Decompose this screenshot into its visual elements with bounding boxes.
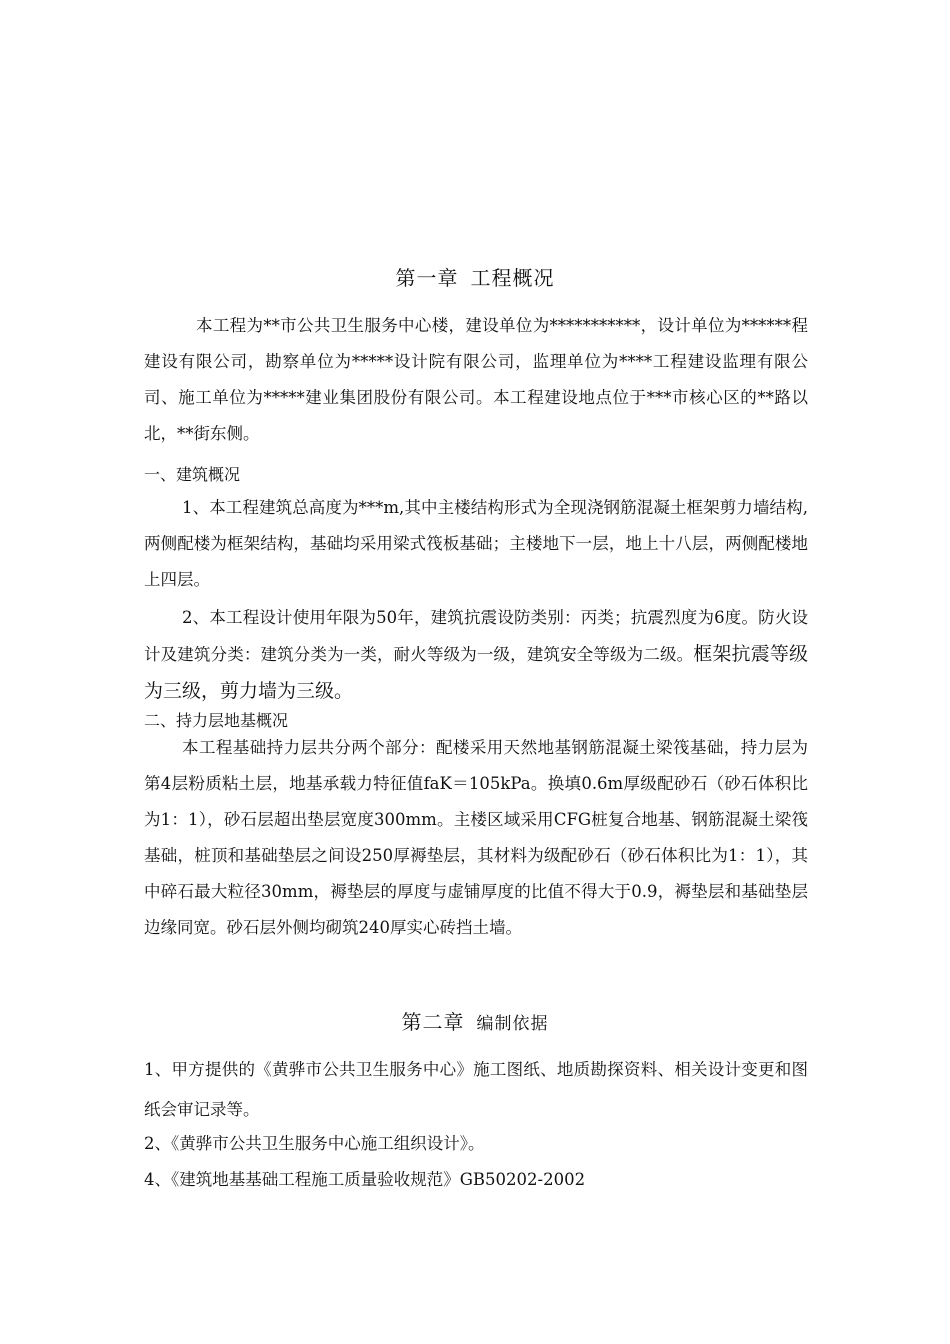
section-2-heading: 二、持力层地基概况 <box>144 711 289 730</box>
chapter-1-label: 第一章 <box>395 266 459 290</box>
reference-item-1: 1、甲方提供的《黄骅市公共卫生服务中心》施工图纸、地质勘探资料、相关设计变更和图纸会审记录等。 <box>144 1060 808 1119</box>
chapter-1-title <box>0 262 950 291</box>
reference-item-3: 4、《建筑地基基础工程施工质量验收规范》GB50202-2002 <box>144 1170 586 1189</box>
chapter-1-name: 工程概况 <box>470 266 555 290</box>
chapter-2-label: 第二章 <box>401 1010 465 1034</box>
section-1-item-2-emphasis: 框架抗震等级为三级，剪力墙为三级。 <box>144 643 808 702</box>
section-1-item-2 <box>144 600 808 710</box>
section-1-item-1: 1、本工程建筑总高度为***m,其中主楼结构形式为全现浇钢筋混凝土框架剪力墙结构,两侧配楼为框架结构，基础均采用梁式筏板基础；主楼地下一层，地上十八层，两侧配楼地上四层。 <box>144 498 808 589</box>
intro-paragraph: 本工程为**市公共卫生服务中心楼，建设单位为***********，设计单位为******程建设有限公司，勘察单位为*****设计院有限公司，监理单位为****工程建设监理有限公司、施工单位为*****建业集团股份有限公司。本工程建设地点位于***市核心区的**路以北，**街东侧。 <box>144 316 808 443</box>
section-2-body: 本工程基础持力层共分两个部分：配楼采用天然地基钢筋混凝土梁筏基础，持力层为第4层粉质粘土层，地基承载力特征值faK＝105kPa。换填0.6m厚级配砂石（砂石体积比为1：1），砂石层超出垫层宽度300mm。主楼区域采用CFG桩复合地基、钢筋混凝土梁筏基础，桩顶和基础垫层之间设250厚褥垫层，其材料为级配砂石（砂石体积比为1：1），其中碎石最大粒径30mm，褥垫层的厚度与虚铺厚度的比值不得大于0.9，褥垫层和基础垫层边缘同宽。砂石层外侧均砌筑240厚实心砖挡土墙。 <box>144 738 808 937</box>
section-1-item-2-text: 2、本工程设计使用年限为50年，建筑抗震设防类别：丙类；抗震烈度为6度。防火设计及建筑分类：建筑分类为一类，耐火等级为一级，建筑安全等级为二级。 <box>144 608 808 664</box>
chapter-2-name: 编制依据 <box>476 1014 549 1034</box>
chapter-2-title <box>0 1006 950 1035</box>
section-1-heading: 一、建筑概况 <box>144 465 241 484</box>
reference-item-2: 2、《黄骅市公共卫生服务中心施工组织设计》。 <box>144 1134 485 1153</box>
